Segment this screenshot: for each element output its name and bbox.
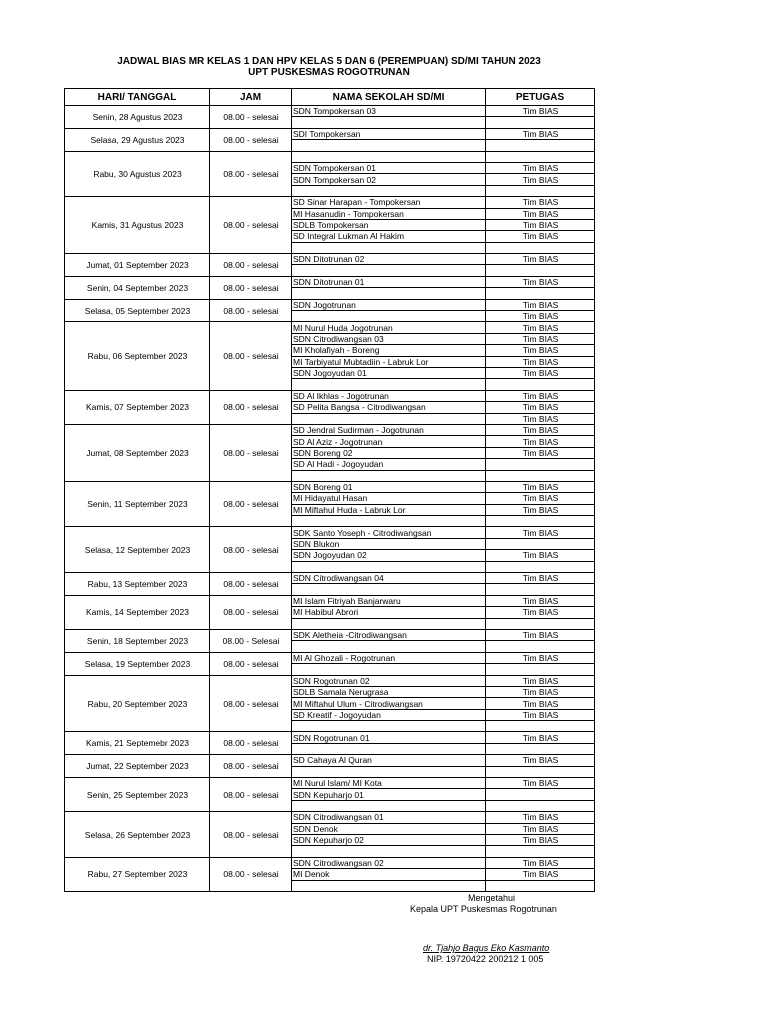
time-cell: 08.00 - selesai	[210, 128, 292, 151]
school-cell	[292, 151, 486, 162]
school-cell: MI Hidayatul Hasan	[292, 493, 486, 504]
school-cell: SDN Boreng 01	[292, 481, 486, 492]
time-cell: 08.00 - selesai	[210, 778, 292, 812]
table-row	[65, 197, 595, 208]
school-cell	[292, 618, 486, 629]
officer-cell	[486, 140, 595, 151]
officer-cell: Tim BIAS	[486, 550, 595, 561]
school-cell	[292, 721, 486, 732]
time-cell: 08.00 - selesai	[210, 481, 292, 527]
school-cell: SDN Jogotrunan	[292, 299, 486, 310]
date-cell: Senin, 18 September 2023	[65, 629, 210, 652]
school-cell: SDI Tompokersan	[292, 128, 486, 139]
officer-cell: Tim BIAS	[486, 219, 595, 230]
table-row	[65, 732, 595, 743]
school-cell: SDN Jogoyudan 02	[292, 550, 486, 561]
officer-cell: Tim BIAS	[486, 174, 595, 185]
officer-cell	[486, 743, 595, 754]
time-cell: 08.00 - selesai	[210, 322, 292, 390]
officer-cell: Tim BIAS	[486, 231, 595, 242]
officer-cell	[486, 561, 595, 572]
school-cell	[292, 516, 486, 527]
school-cell	[292, 800, 486, 811]
officer-cell: Tim BIAS	[486, 869, 595, 880]
table-row	[65, 128, 595, 139]
officer-cell: Tim BIAS	[486, 208, 595, 219]
school-cell	[292, 379, 486, 390]
school-cell: MI Al Ghozali - Rogotrunan	[292, 652, 486, 663]
time-cell: 08.00 - selesai	[210, 595, 292, 629]
school-cell: MI Hasanudin - Tompokersan	[292, 208, 486, 219]
school-cell	[292, 584, 486, 595]
table-row	[65, 299, 595, 310]
time-cell: 08.00 - selesai	[210, 675, 292, 732]
officer-cell: Tim BIAS	[486, 402, 595, 413]
officer-cell: Tim BIAS	[486, 447, 595, 458]
time-cell: 08.00 - selesai	[210, 151, 292, 197]
officer-cell	[486, 789, 595, 800]
school-cell: SDN Tompokersan 01	[292, 162, 486, 173]
table-row	[65, 755, 595, 766]
time-cell: 08.00 - selesai	[210, 106, 292, 129]
table-row	[65, 857, 595, 868]
school-cell: SDN Jogoyudan 01	[292, 367, 486, 378]
officer-cell: Tim BIAS	[486, 527, 595, 538]
school-cell: SDLB Tompokersan	[292, 219, 486, 230]
officer-cell: Tim BIAS	[486, 390, 595, 401]
officer-cell: Tim BIAS	[486, 322, 595, 333]
school-cell: SDN Ditotrunan 02	[292, 254, 486, 265]
signature-acknowledged: Mengetahui	[468, 893, 516, 903]
officer-cell	[486, 470, 595, 481]
school-cell: SD Jendral Sudirman - Jogotrunan	[292, 424, 486, 435]
column-header-time: JAM	[210, 89, 292, 106]
time-cell: 08.00 - selesai	[210, 755, 292, 778]
officer-cell: Tim BIAS	[486, 299, 595, 310]
school-cell: SDN Rogotrunan 01	[292, 732, 486, 743]
officer-cell: Tim BIAS	[486, 675, 595, 686]
officer-cell	[486, 664, 595, 675]
school-cell: MI Miftahul Ulum - Citrodiwangsan	[292, 698, 486, 709]
officer-cell	[486, 846, 595, 857]
table-row	[65, 151, 595, 162]
date-cell: Senin, 04 September 2023	[65, 276, 210, 299]
officer-cell	[486, 584, 595, 595]
officer-cell: Tim BIAS	[486, 197, 595, 208]
officer-cell: Tim BIAS	[486, 162, 595, 173]
time-cell: 08.00 - selesai	[210, 857, 292, 891]
school-cell: SD Al Ikhlas - Jogotrunan	[292, 390, 486, 401]
table-row	[65, 527, 595, 538]
officer-cell	[486, 538, 595, 549]
date-cell: Rabu, 27 September 2023	[65, 857, 210, 891]
officer-cell	[486, 721, 595, 732]
date-cell: Rabu, 13 September 2023	[65, 573, 210, 596]
school-cell: MI Miftahul Huda - Labruk Lor	[292, 504, 486, 515]
officer-cell	[486, 288, 595, 299]
officer-cell	[486, 641, 595, 652]
officer-cell	[486, 185, 595, 196]
date-cell: Kamis, 14 September 2023	[65, 595, 210, 629]
school-cell: SDN Ditotrunan 01	[292, 276, 486, 287]
column-header-date: HARI/ TANGGAL	[65, 89, 210, 106]
date-cell: Selasa, 12 September 2023	[65, 527, 210, 573]
table-row	[65, 595, 595, 606]
school-cell: SDN Kepuharjo 02	[292, 835, 486, 846]
table-row	[65, 573, 595, 584]
school-cell	[292, 766, 486, 777]
officer-cell: Tim BIAS	[486, 732, 595, 743]
school-cell	[292, 470, 486, 481]
date-cell: Jumat, 01 September 2023	[65, 254, 210, 277]
school-cell	[292, 641, 486, 652]
school-cell: SD Al Hadi - Jogoyudan	[292, 459, 486, 470]
time-cell: 08.00 - selesai	[210, 390, 292, 424]
time-cell: 08.00 - selesai	[210, 254, 292, 277]
officer-cell: Tim BIAS	[486, 356, 595, 367]
school-cell: MI Habibul Abrori	[292, 607, 486, 618]
school-cell	[292, 288, 486, 299]
time-cell: 08.00 - selesai	[210, 527, 292, 573]
school-cell: MI Nurul Islam/ MI Kota	[292, 778, 486, 789]
officer-cell: Tim BIAS	[486, 857, 595, 868]
table-row	[65, 106, 595, 117]
officer-cell: Tim BIAS	[486, 629, 595, 640]
officer-cell	[486, 117, 595, 128]
school-cell: MI Tarbiyatul Mubtadiin - Labruk Lor	[292, 356, 486, 367]
time-cell: 08.00 - selesai	[210, 812, 292, 858]
officer-cell	[486, 242, 595, 253]
officer-cell: Tim BIAS	[486, 424, 595, 435]
officer-cell	[486, 618, 595, 629]
school-cell: SDN Blukon	[292, 538, 486, 549]
date-cell: Jumat, 08 September 2023	[65, 424, 210, 481]
school-cell: SDN Citrodiwangsan 02	[292, 857, 486, 868]
table-row	[65, 276, 595, 287]
officer-cell	[486, 880, 595, 891]
school-cell	[292, 140, 486, 151]
column-header-school: NAMA SEKOLAH SD/MI	[292, 89, 486, 106]
school-cell	[292, 846, 486, 857]
officer-cell: Tim BIAS	[486, 493, 595, 504]
officer-cell: Tim BIAS	[486, 128, 595, 139]
school-cell: MI Kholafiyah - Boreng	[292, 345, 486, 356]
document-title: JADWAL BIAS MR KELAS 1 DAN HPV KELAS 5 DAN 6 (PEREMPUAN) SD/MI TAHUN 2023	[117, 56, 541, 67]
date-cell: Selasa, 29 Agustus 2023	[65, 128, 210, 151]
officer-cell: Tim BIAS	[486, 607, 595, 618]
officer-cell	[486, 766, 595, 777]
school-cell: SDK Santo Yoseph - Citrodiwangsan	[292, 527, 486, 538]
officer-cell: Tim BIAS	[486, 835, 595, 846]
officer-cell	[486, 459, 595, 470]
school-cell	[292, 117, 486, 128]
time-cell: 08.00 - selesai	[210, 732, 292, 755]
date-cell: Kamis, 21 Septemebr 2023	[65, 732, 210, 755]
table-row	[65, 390, 595, 401]
table-row	[65, 424, 595, 435]
officer-cell: Tim BIAS	[486, 778, 595, 789]
officer-cell: Tim BIAS	[486, 345, 595, 356]
school-cell: SDN Denok	[292, 823, 486, 834]
school-cell: SDN Kepuharjo 01	[292, 789, 486, 800]
officer-cell: Tim BIAS	[486, 812, 595, 823]
officer-cell: Tim BIAS	[486, 436, 595, 447]
school-cell: SDN Citrodiwangsan 04	[292, 573, 486, 584]
table-row	[65, 812, 595, 823]
table-row	[65, 652, 595, 663]
table-row	[65, 481, 595, 492]
school-cell	[292, 413, 486, 424]
school-cell	[292, 561, 486, 572]
table-row	[65, 254, 595, 265]
schedule-body	[65, 106, 595, 892]
school-cell	[292, 664, 486, 675]
date-cell: Jumat, 22 September 2023	[65, 755, 210, 778]
school-cell	[292, 242, 486, 253]
date-cell: Selasa, 26 September 2023	[65, 812, 210, 858]
table-row	[65, 675, 595, 686]
school-cell: SD Sinar Harapan - Tompokersan	[292, 197, 486, 208]
officer-cell: Tim BIAS	[486, 333, 595, 344]
school-cell: SD Pelita Bangsa - Citrodiwangsan	[292, 402, 486, 413]
officer-cell	[486, 800, 595, 811]
officer-cell: Tim BIAS	[486, 504, 595, 515]
school-cell	[292, 743, 486, 754]
school-cell: MI Nurul Huda Jogotrunan	[292, 322, 486, 333]
officer-cell: Tim BIAS	[486, 254, 595, 265]
officer-cell: Tim BIAS	[486, 413, 595, 424]
date-cell: Selasa, 19 September 2023	[65, 652, 210, 675]
officer-cell: Tim BIAS	[486, 481, 595, 492]
school-cell: SD Cahaya Al Quran	[292, 755, 486, 766]
school-cell: SDN Citrodiwangsan 03	[292, 333, 486, 344]
schedule-table	[64, 88, 595, 892]
date-cell: Kamis, 07 September 2023	[65, 390, 210, 424]
date-cell: Rabu, 30 Agustus 2023	[65, 151, 210, 197]
signature-nip: NIP. 19720422 200212 1 005	[427, 954, 544, 964]
officer-cell	[486, 265, 595, 276]
date-cell: Kamis, 31 Agustus 2023	[65, 197, 210, 254]
time-cell: 08.00 - Selesai	[210, 629, 292, 652]
time-cell: 08.00 - selesai	[210, 424, 292, 481]
time-cell: 08.00 - selesai	[210, 652, 292, 675]
school-cell: MI Denok	[292, 869, 486, 880]
school-cell: SD Kreatif - Jogoyudan	[292, 709, 486, 720]
officer-cell	[486, 151, 595, 162]
date-cell: Senin, 11 September 2023	[65, 481, 210, 527]
date-cell: Rabu, 06 September 2023	[65, 322, 210, 390]
officer-cell: Tim BIAS	[486, 709, 595, 720]
school-cell: SDN Tompokersan 03	[292, 106, 486, 117]
school-cell: SDN Boreng 02	[292, 447, 486, 458]
school-cell: MI Islam Fitriyah Banjarwaru	[292, 595, 486, 606]
school-cell: SDN Tompokersan 02	[292, 174, 486, 185]
table-header-row	[65, 89, 595, 106]
document-subtitle: UPT PUSKESMAS ROGOTRUNAN	[248, 67, 410, 78]
officer-cell: Tim BIAS	[486, 573, 595, 584]
time-cell: 08.00 - selesai	[210, 197, 292, 254]
officer-cell	[486, 379, 595, 390]
table-row	[65, 322, 595, 333]
school-cell: SD Integral Lukman Al Hakim	[292, 231, 486, 242]
time-cell: 08.00 - selesai	[210, 299, 292, 322]
school-cell	[292, 311, 486, 322]
time-cell: 08.00 - selesai	[210, 276, 292, 299]
officer-cell: Tim BIAS	[486, 686, 595, 697]
officer-cell: Tim BIAS	[486, 755, 595, 766]
school-cell: SD Al Aziz - Jogotrunan	[292, 436, 486, 447]
date-cell: Rabu, 20 September 2023	[65, 675, 210, 732]
officer-cell: Tim BIAS	[486, 698, 595, 709]
signature-name: dr. Tjahjo Bagus Eko Kasmanto	[423, 943, 550, 953]
officer-cell: Tim BIAS	[486, 276, 595, 287]
officer-cell: Tim BIAS	[486, 823, 595, 834]
time-cell: 08.00 - selesai	[210, 573, 292, 596]
school-cell	[292, 880, 486, 891]
date-cell: Senin, 28 Agustus 2023	[65, 106, 210, 129]
officer-cell: Tim BIAS	[486, 311, 595, 322]
school-cell	[292, 265, 486, 276]
officer-cell: Tim BIAS	[486, 106, 595, 117]
table-row	[65, 629, 595, 640]
column-header-officer: PETUGAS	[486, 89, 595, 106]
school-cell: SDN Rogotrunan 02	[292, 675, 486, 686]
officer-cell: Tim BIAS	[486, 652, 595, 663]
date-cell: Senin, 25 September 2023	[65, 778, 210, 812]
school-cell: SDK Aletheia -Citrodiwangsan	[292, 629, 486, 640]
officer-cell	[486, 516, 595, 527]
table-row	[65, 778, 595, 789]
school-cell: SDLB Samala Nerugrasa	[292, 686, 486, 697]
school-cell: SDN Citrodiwangsan 01	[292, 812, 486, 823]
date-cell: Selasa, 05 September 2023	[65, 299, 210, 322]
officer-cell: Tim BIAS	[486, 595, 595, 606]
signature-position: Kepala UPT Puskesmas Rogotrunan	[410, 904, 557, 914]
officer-cell: Tim BIAS	[486, 367, 595, 378]
school-cell	[292, 185, 486, 196]
